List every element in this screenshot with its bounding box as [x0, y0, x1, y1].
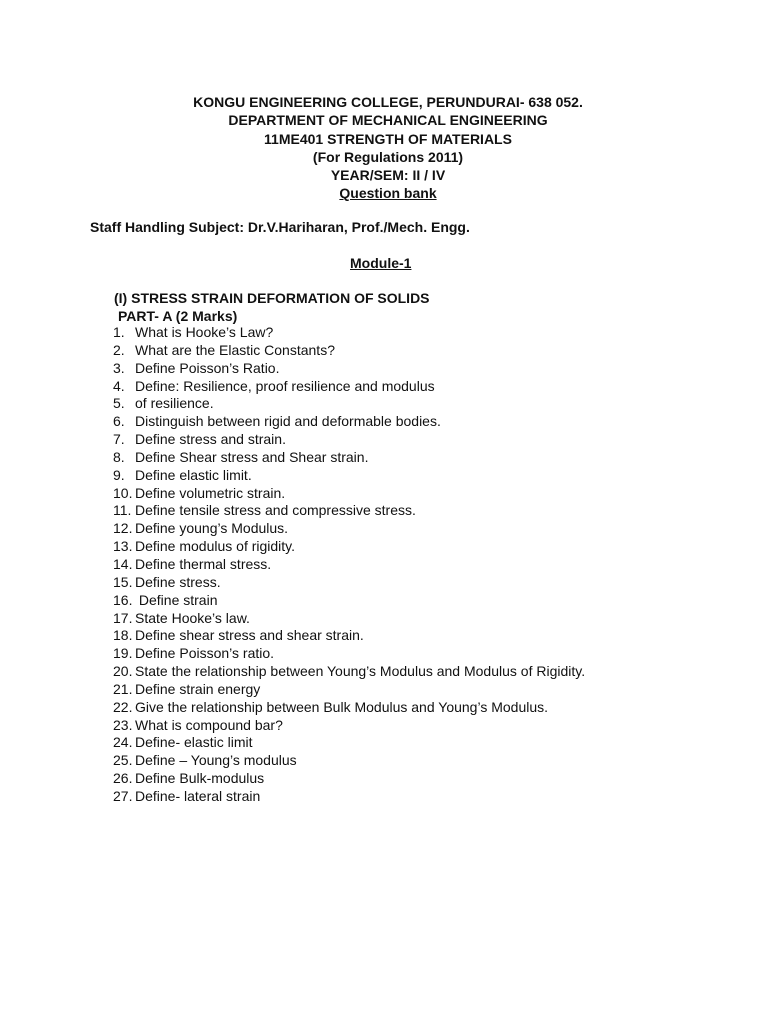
question-item — [113, 734, 585, 752]
question-text: Define young’s Modulus. — [135, 520, 289, 537]
question-number: 11. — [113, 502, 132, 519]
question-number: 13. — [113, 538, 133, 555]
question-number: 5. — [113, 395, 125, 412]
question-text: Distinguish between rigid and deformable bodies. — [135, 413, 441, 430]
question-item — [113, 663, 585, 681]
question-number: 15. — [113, 573, 133, 590]
question-item — [113, 467, 585, 485]
question-item — [113, 360, 585, 378]
question-number: 19. — [113, 645, 133, 662]
question-number: 16. — [113, 591, 133, 608]
question-number: 17. — [113, 609, 133, 626]
question-text: State the relationship between Young’s Modulus and Modulus of Rigidity. — [135, 663, 586, 680]
question-number: 1. — [113, 324, 125, 340]
question-item — [113, 431, 585, 449]
question-text: What is Hooke’s Law? — [135, 324, 274, 340]
question-item — [113, 752, 585, 770]
question-item — [113, 592, 585, 610]
question-text: Define elastic limit. — [135, 466, 252, 483]
question-number: 3. — [113, 359, 125, 376]
question-number: 14. — [113, 555, 133, 572]
question-text: Define tensile stress and compressive stress. — [135, 502, 416, 519]
question-item — [113, 378, 585, 396]
course-title: 11ME401 STRENGTH OF MATERIALS — [264, 130, 512, 147]
question-item — [113, 770, 585, 788]
question-number: 18. — [113, 627, 133, 644]
question-text: Define – Young’s modulus — [135, 752, 297, 769]
question-text: Define modulus of rigidity. — [135, 538, 296, 555]
staff-line: Staff Handling Subject: Dr.V.Hariharan, Prof./Mech. Engg. — [90, 219, 470, 235]
question-text: Define Shear stress and Shear strain. — [135, 448, 369, 465]
question-number: 27. — [113, 787, 133, 804]
question-text: What are the Elastic Constants? — [135, 341, 335, 358]
question-text: Define strain energy — [135, 680, 261, 697]
question-item — [113, 717, 585, 735]
question-number: 20. — [113, 663, 133, 680]
question-number: 2. — [113, 341, 125, 358]
question-item — [113, 324, 585, 342]
question-text: Define volumetric strain. — [135, 484, 286, 501]
question-text: Define: Resilience, proof resilience and modulus — [135, 377, 435, 394]
question-number: 8. — [113, 448, 125, 465]
part-heading: PART- A (2 Marks) — [118, 308, 238, 324]
question-list — [113, 324, 585, 806]
question-text: Define Poisson’s ratio. — [135, 645, 275, 662]
question-item — [113, 520, 585, 538]
question-item — [113, 485, 585, 503]
question-number: 26. — [113, 770, 133, 787]
question-text: Define- lateral strain — [135, 787, 261, 804]
section-heading: (I) STRESS STRAIN DEFORMATION OF SOLIDS — [114, 290, 430, 306]
question-item — [113, 681, 585, 699]
question-text: Define Bulk-modulus — [135, 770, 265, 787]
question-text: Define strain — [135, 591, 218, 608]
question-item — [113, 556, 585, 574]
question-text: Define shear stress and shear strain. — [135, 627, 364, 644]
question-number: 7. — [113, 431, 125, 448]
question-text: What is compound bar? — [135, 716, 283, 733]
question-item — [113, 342, 585, 360]
question-text: Define- elastic limit — [135, 734, 253, 751]
question-item — [113, 413, 585, 431]
question-number: 21. — [113, 680, 133, 697]
question-number: 4. — [113, 377, 125, 394]
question-text: Define stress and strain. — [135, 431, 286, 448]
college-name: KONGU ENGINEERING COLLEGE, PERUNDURAI- 638 052. — [193, 94, 583, 110]
question-text: Define stress. — [135, 573, 221, 590]
year-sem: YEAR/SEM: II / IV — [330, 167, 446, 184]
question-number: 6. — [113, 413, 125, 430]
question-item — [113, 645, 585, 663]
question-text: Define thermal stress. — [135, 555, 272, 572]
question-item — [113, 449, 585, 467]
document-header — [4, 93, 768, 203]
regulations: (For Regulations 2011) — [312, 148, 464, 165]
question-number: 22. — [113, 698, 133, 715]
question-item — [113, 627, 585, 645]
question-number: 23. — [113, 716, 133, 733]
question-item — [113, 699, 585, 717]
question-number: 25. — [113, 752, 133, 769]
question-text: Give the relationship between Bulk Modulus and Young’s Modulus. — [135, 698, 549, 715]
question-text: Define Poisson’s Ratio. — [135, 359, 280, 376]
department-name: DEPARTMENT OF MECHANICAL ENGINEERING — [228, 112, 548, 129]
question-item — [113, 574, 585, 592]
question-item — [113, 502, 585, 520]
question-bank-title: Question bank — [339, 185, 437, 202]
question-number: 10. — [113, 484, 133, 501]
question-item — [113, 395, 585, 413]
question-text: of resilience. — [135, 395, 214, 412]
question-item — [113, 538, 585, 556]
module-heading: Module-1 — [350, 255, 412, 271]
question-text: State Hooke’s law. — [135, 609, 250, 626]
question-item — [113, 788, 585, 806]
question-number: 12. — [113, 520, 133, 537]
question-number: 9. — [113, 466, 125, 483]
question-item — [113, 610, 585, 628]
question-number: 24. — [113, 734, 133, 751]
